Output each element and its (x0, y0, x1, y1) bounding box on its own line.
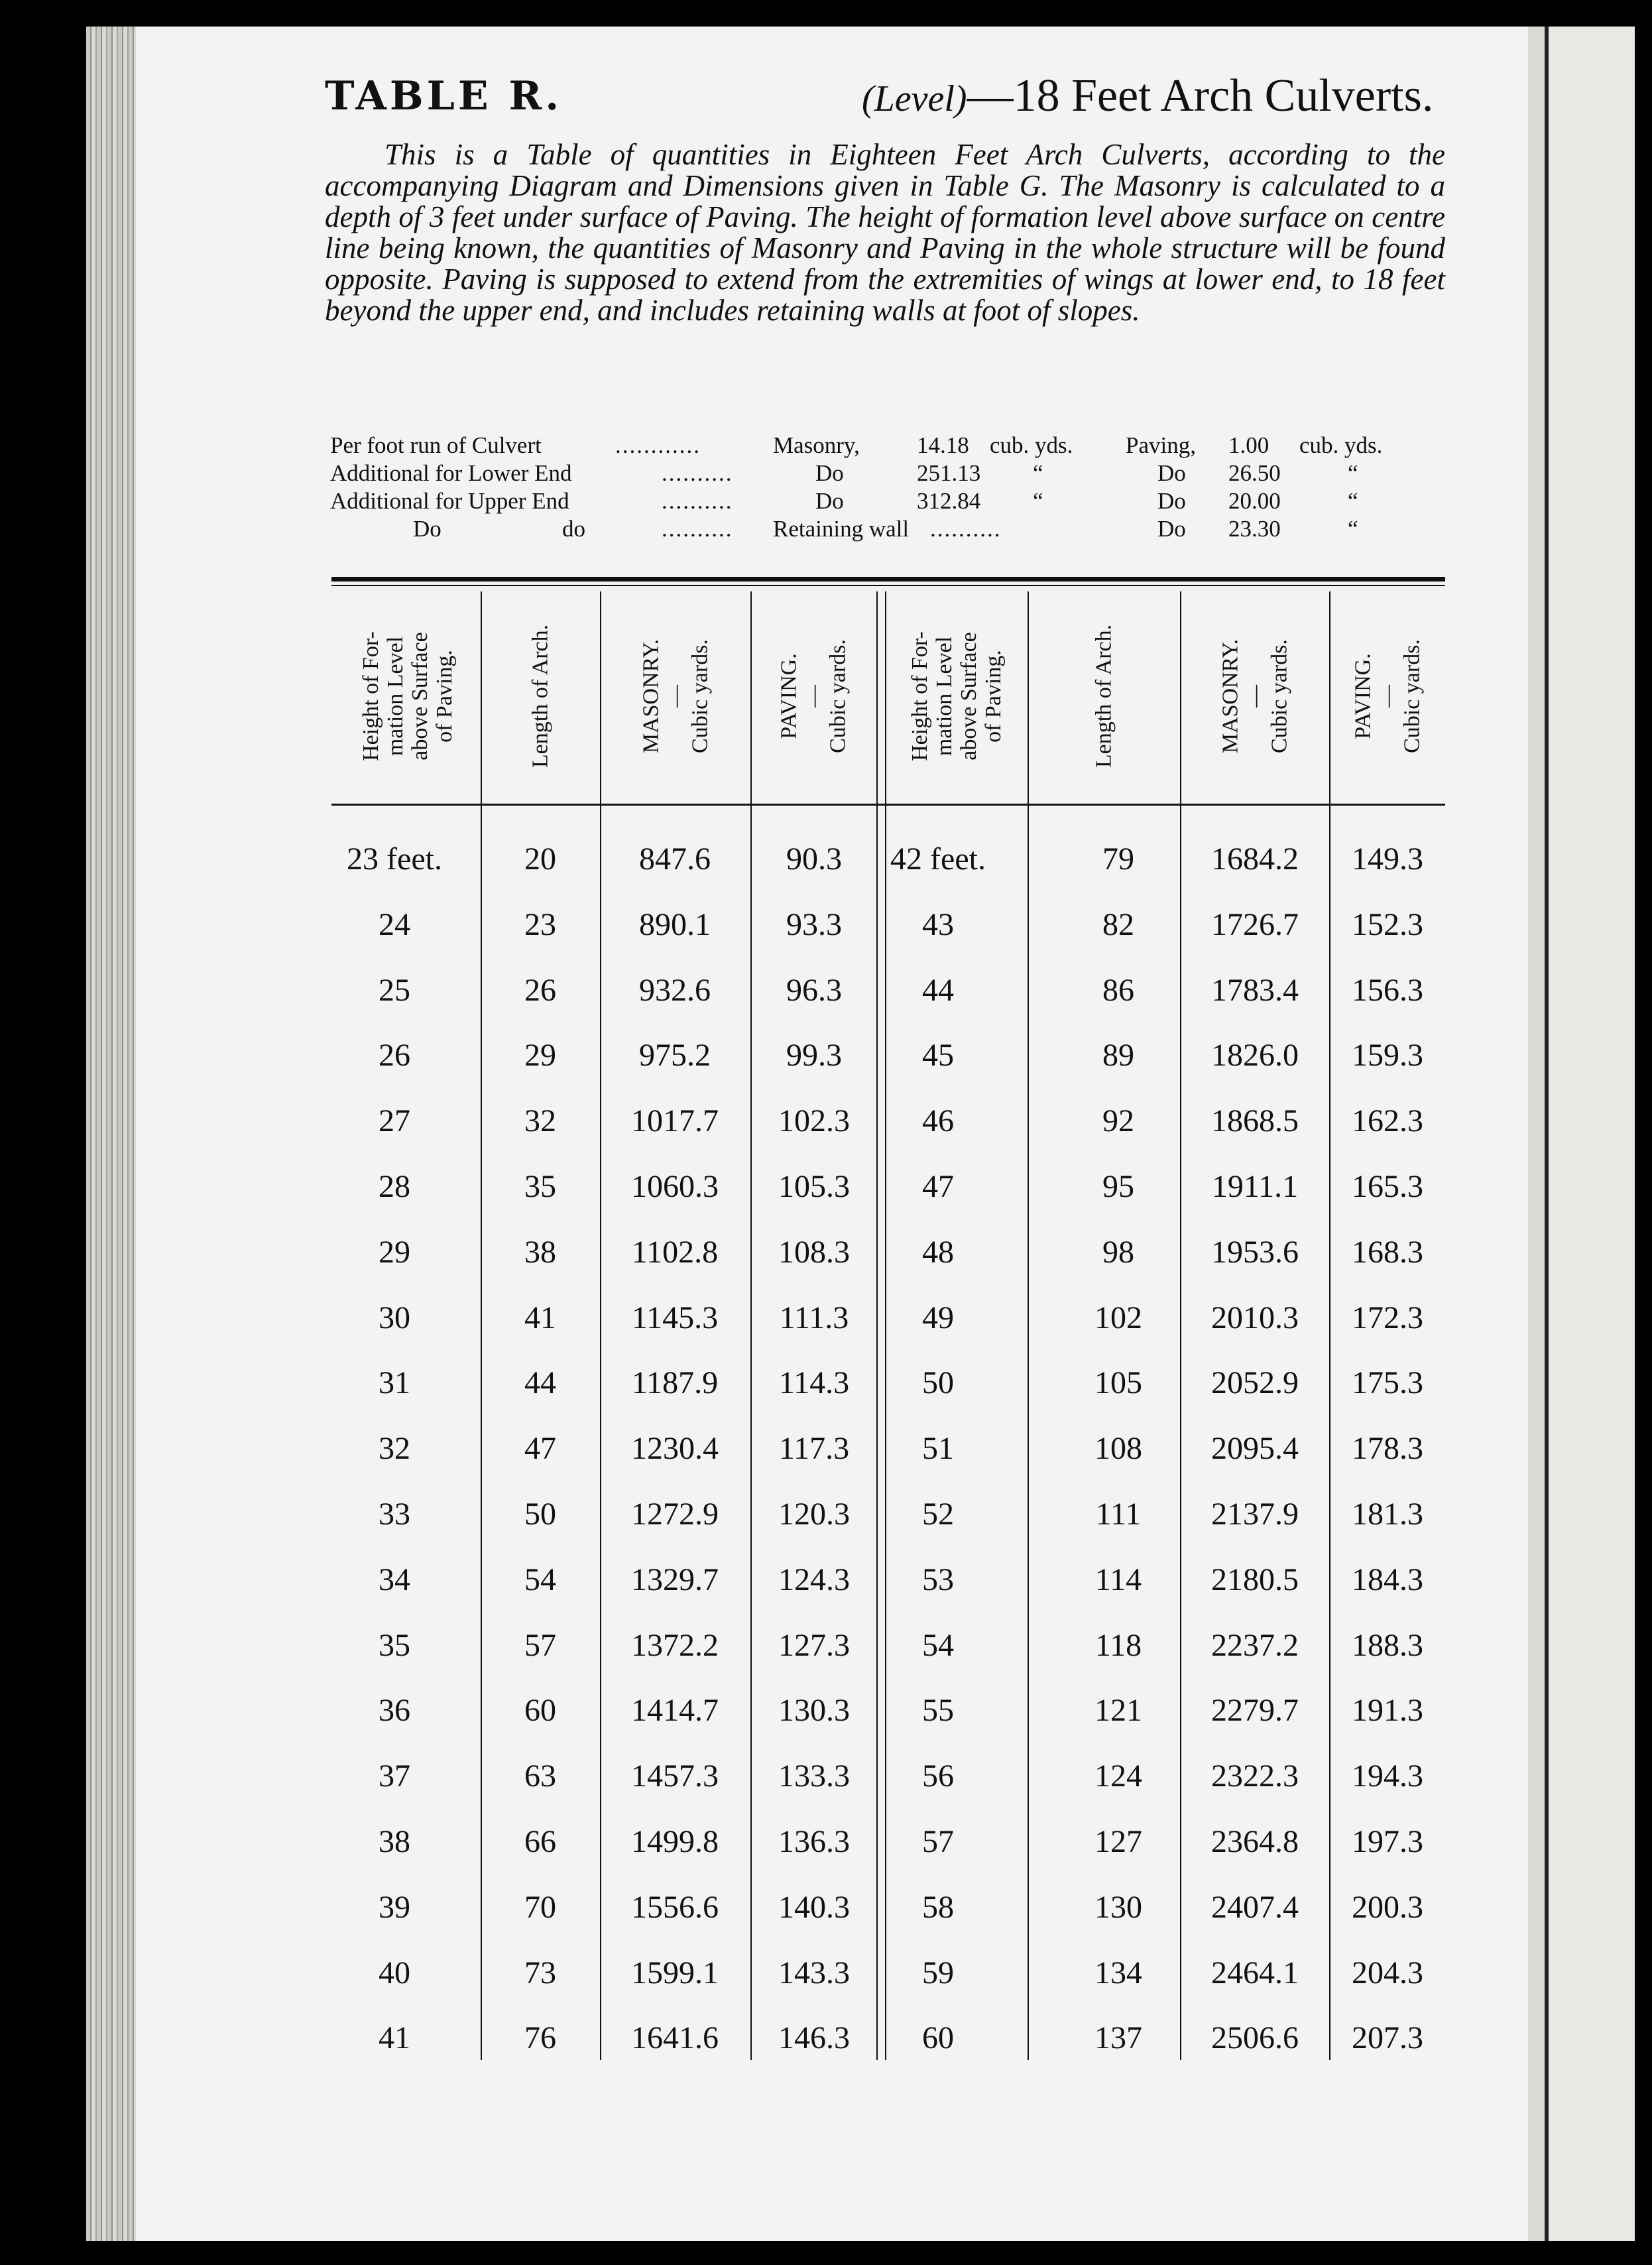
masonry-cell: 2364.8 (1211, 1824, 1299, 1859)
masonry-label: Do (815, 460, 844, 486)
page-edges (86, 27, 136, 2241)
length-cell: 26 (524, 973, 556, 1008)
paving-cell: 165.3 (1352, 1169, 1423, 1204)
leader-dots: .......... (662, 488, 733, 514)
length-cell: 66 (524, 1824, 556, 1859)
column-rule (1329, 591, 1330, 2060)
intro-paragraph: This is a Table of quantities in Eighteen Feet Arch Culverts, according to the accompanying Diagram and Dimensions given in Table G. The Masonry is calculated to a depth of 3 feet under surface of Paving. The height of formation level above surface on centre line being known, the quantities of Masonry and Paving in the whole structure will be found opposite. Paving is supposed to extend from the extremities of wings at lower end, to 18 feet beyond the upper end, and includes retaining walls at foot of slopes. (325, 138, 1445, 327)
masonry-cell: 2464.1 (1211, 1955, 1299, 1990)
paving-label: Paving, (1126, 432, 1196, 458)
length-cell: 41 (524, 1300, 556, 1335)
height-cell: 50 (922, 1365, 954, 1400)
height-cell: 48 (922, 1235, 954, 1270)
column-rule (750, 591, 752, 2060)
height-cell: 56 (922, 1758, 954, 1794)
length-cell: 79 (1102, 841, 1134, 877)
masonry-cell: 1145.3 (631, 1300, 719, 1335)
leader-dots: .......... (930, 516, 1002, 542)
masonry-cell: 1230.4 (631, 1431, 719, 1466)
masonry-cell: 1060.3 (631, 1169, 719, 1204)
paving-label: Do (1157, 488, 1186, 514)
summary-label: Additional for Upper End (330, 488, 569, 514)
height-cell: 54 (922, 1628, 954, 1663)
height-cell: 46 (922, 1103, 954, 1138)
masonry-cell: 1641.6 (631, 2020, 719, 2055)
paving-cell: 162.3 (1352, 1103, 1423, 1138)
header-paving-text: PAVING. — Cubic yards. (776, 639, 851, 753)
height-cell: 29 (379, 1235, 410, 1270)
masonry-cell: 1726.7 (1211, 907, 1299, 942)
height-cell: 49 (922, 1300, 954, 1335)
paving-cell: 178.3 (1352, 1431, 1423, 1466)
length-cell: 60 (524, 1693, 556, 1728)
height-cell: 24 (379, 907, 410, 942)
paving-cell: 172.3 (1352, 1300, 1423, 1335)
length-cell: 95 (1102, 1169, 1134, 1204)
height-cell: 57 (922, 1824, 954, 1859)
length-cell: 23 (524, 907, 556, 942)
paving-cell: 96.3 (786, 973, 842, 1008)
masonry-cell: 2506.6 (1211, 2020, 1299, 2055)
length-cell: 47 (524, 1431, 556, 1466)
paving-value: 20.00 (1228, 488, 1281, 514)
masonry-cell: 1599.1 (631, 1955, 719, 1990)
masonry-value: 14.18 (917, 432, 969, 458)
paving-unit: “ (1348, 516, 1358, 542)
masonry-value: 312.84 (917, 488, 981, 514)
paving-cell: 175.3 (1352, 1365, 1423, 1400)
height-cell: 44 (922, 973, 954, 1008)
paving-cell: 184.3 (1352, 1562, 1423, 1597)
paving-cell: 99.3 (786, 1038, 842, 1073)
length-cell: 76 (524, 2020, 556, 2055)
masonry-cell: 1272.9 (631, 1497, 719, 1532)
masonry-cell: 2180.5 (1211, 1562, 1299, 1597)
paving-label: Do (1157, 460, 1186, 486)
length-cell: 44 (524, 1365, 556, 1400)
header-masonry (600, 593, 750, 799)
summary-label: Per foot run of Culvert (330, 432, 542, 458)
masonry-cell: 1684.2 (1211, 841, 1299, 877)
header-masonry-text: MASONRY. — Cubic yards. (638, 639, 712, 754)
length-cell: 118 (1094, 1628, 1142, 1663)
length-cell: 73 (524, 1955, 556, 1990)
masonry-cell: 1457.3 (631, 1758, 719, 1794)
height-cell: 25 (379, 973, 410, 1008)
height-cell: 40 (379, 1955, 410, 1990)
header-height (335, 593, 481, 799)
height-cell: 32 (379, 1431, 410, 1466)
paving-value: 26.50 (1228, 460, 1281, 486)
length-cell: 134 (1094, 1955, 1142, 1990)
length-cell: 124 (1094, 1758, 1142, 1794)
paving-label: Do (1157, 516, 1186, 542)
masonry-cell: 2237.2 (1211, 1628, 1299, 1663)
header-bottom-rule (331, 804, 1445, 806)
masonry-cell: 1953.6 (1211, 1235, 1299, 1270)
paving-cell: 168.3 (1352, 1235, 1423, 1270)
length-cell: 35 (524, 1169, 556, 1204)
height-cell: 52 (922, 1497, 954, 1532)
height-cell: 39 (379, 1890, 410, 1925)
paving-cell: 146.3 (778, 2020, 850, 2055)
right-margin (1528, 27, 1545, 2241)
masonry-cell: 2322.3 (1211, 1758, 1299, 1794)
paving-cell: 156.3 (1352, 973, 1423, 1008)
summary-label: Additional for Lower End (330, 460, 572, 486)
leader-dots: ............ (615, 432, 701, 458)
header-length-text: Length of Arch. (1091, 624, 1116, 768)
paving-unit: “ (1348, 460, 1358, 486)
length-cell: 50 (524, 1497, 556, 1532)
height-cell: 31 (379, 1365, 410, 1400)
masonry-cell: 1826.0 (1211, 1038, 1299, 1073)
length-cell: 121 (1094, 1693, 1142, 1728)
masonry-cell: 890.1 (639, 907, 711, 942)
length-cell: 57 (524, 1628, 556, 1663)
masonry-cell: 2010.3 (1211, 1300, 1299, 1335)
height-cell: 58 (922, 1890, 954, 1925)
length-cell: 38 (524, 1235, 556, 1270)
height-cell: 59 (922, 1955, 954, 1990)
paving-cell: 204.3 (1352, 1955, 1423, 1990)
paving-cell: 181.3 (1352, 1497, 1423, 1532)
header-length (481, 593, 600, 799)
masonry-unit: cub. yds. (990, 432, 1073, 458)
column-rule (876, 591, 878, 2060)
height-cell: 27 (379, 1103, 410, 1138)
paving-cell: 90.3 (786, 841, 842, 877)
masonry-value: 251.13 (917, 460, 981, 486)
header-length-text: Length of Arch. (528, 624, 553, 768)
length-cell: 54 (524, 1562, 556, 1597)
masonry-cell: 1556.6 (631, 1890, 719, 1925)
leader-dots: .......... (662, 460, 733, 486)
masonry-cell: 2279.7 (1211, 1693, 1299, 1728)
facing-page-edge (1545, 27, 1635, 2241)
masonry-cell: 2095.4 (1211, 1431, 1299, 1466)
header-paving (750, 593, 876, 799)
length-cell: 114 (1094, 1562, 1142, 1597)
masonry-cell: 1911.1 (1211, 1169, 1299, 1204)
masonry-cell: 975.2 (639, 1038, 711, 1073)
masonry-cell: 1017.7 (631, 1103, 719, 1138)
paving-unit: “ (1348, 488, 1358, 514)
masonry-cell: 1868.5 (1211, 1103, 1299, 1138)
table-top-rule-thin (331, 585, 1445, 586)
header-paving (1329, 593, 1445, 799)
length-cell: 29 (524, 1038, 556, 1073)
paving-unit: cub. yds. (1299, 432, 1383, 458)
paving-cell: 152.3 (1352, 907, 1423, 942)
length-cell: 105 (1094, 1365, 1142, 1400)
masonry-unit: “ (1033, 488, 1043, 514)
length-cell: 111 (1095, 1497, 1142, 1532)
height-cell: 23 feet. (347, 841, 442, 877)
height-cell: 47 (922, 1169, 954, 1204)
header-height-text: Height of For- mation Level above Surface of Paving. (907, 631, 1006, 761)
height-cell: 33 (379, 1497, 410, 1532)
paving-cell: 93.3 (786, 907, 842, 942)
retaining-label: Retaining wall (773, 516, 910, 542)
height-cell: 36 (379, 1693, 410, 1728)
paving-cell: 191.3 (1352, 1693, 1423, 1728)
height-cell: 42 feet. (890, 841, 986, 877)
paving-cell: 117.3 (778, 1431, 850, 1466)
height-cell: 41 (379, 2020, 410, 2055)
paving-cell: 140.3 (778, 1890, 850, 1925)
length-cell: 92 (1102, 1103, 1134, 1138)
column-rule (600, 591, 601, 2060)
header-length (1028, 593, 1180, 799)
height-cell: 30 (379, 1300, 410, 1335)
header-height (885, 593, 1028, 799)
paving-cell: 200.3 (1352, 1890, 1423, 1925)
length-cell: 108 (1094, 1431, 1142, 1466)
masonry-cell: 932.6 (639, 973, 711, 1008)
height-cell: 43 (922, 907, 954, 942)
height-cell: 60 (922, 2020, 954, 2055)
paving-cell: 143.3 (778, 1955, 850, 1990)
masonry-unit: “ (1033, 460, 1043, 486)
header-paving-text: PAVING. — Cubic yards. (1350, 639, 1424, 753)
length-cell: 82 (1102, 907, 1134, 942)
paving-cell: 114.3 (778, 1365, 850, 1400)
length-cell: 32 (524, 1103, 556, 1138)
paving-cell: 111.3 (779, 1300, 849, 1335)
masonry-cell: 1372.2 (631, 1628, 719, 1663)
paving-cell: 108.3 (778, 1235, 850, 1270)
paving-cell: 127.3 (778, 1628, 850, 1663)
length-cell: 127 (1094, 1824, 1142, 1859)
paving-cell: 194.3 (1352, 1758, 1423, 1794)
table-top-rule (331, 577, 1445, 582)
paving-cell: 159.3 (1352, 1038, 1423, 1073)
masonry-cell: 1414.7 (631, 1693, 719, 1728)
masonry-cell: 2052.9 (1211, 1365, 1299, 1400)
header-height-text: Height of For- mation Level above Surface of Paving. (359, 631, 457, 761)
paving-cell: 136.3 (778, 1824, 850, 1859)
masonry-cell: 1102.8 (631, 1235, 719, 1270)
masonry-label: Masonry, (773, 432, 860, 458)
paving-cell: 188.3 (1352, 1628, 1423, 1663)
paving-cell: 133.3 (778, 1758, 850, 1794)
paving-cell: 149.3 (1352, 841, 1423, 877)
masonry-cell: 847.6 (639, 841, 711, 877)
height-cell: 34 (379, 1562, 410, 1597)
height-cell: 45 (922, 1038, 954, 1073)
height-cell: 37 (379, 1758, 410, 1794)
masonry-label: Do (815, 488, 844, 514)
height-cell: 38 (379, 1824, 410, 1859)
retaining-do: Do (413, 516, 442, 542)
column-rule (1028, 591, 1029, 2060)
paving-cell: 105.3 (778, 1169, 850, 1204)
column-rule (481, 591, 482, 2060)
masonry-cell: 1187.9 (631, 1365, 719, 1400)
length-cell: 63 (524, 1758, 556, 1794)
paving-cell: 207.3 (1352, 2020, 1423, 2055)
length-cell: 70 (524, 1890, 556, 1925)
masonry-cell: 1783.4 (1211, 973, 1299, 1008)
paving-cell: 197.3 (1352, 1824, 1423, 1859)
masonry-cell: 1499.8 (631, 1824, 719, 1859)
column-rule (885, 591, 886, 2060)
paving-value: 23.30 (1228, 516, 1281, 542)
masonry-cell: 1329.7 (631, 1562, 719, 1597)
length-cell: 130 (1094, 1890, 1142, 1925)
paving-cell: 102.3 (778, 1103, 850, 1138)
height-cell: 55 (922, 1693, 954, 1728)
length-cell: 102 (1094, 1300, 1142, 1335)
table-title (862, 70, 1433, 123)
level-label: (Level) (862, 78, 967, 119)
masonry-cell: 2137.9 (1211, 1497, 1299, 1532)
height-cell: 53 (922, 1562, 954, 1597)
length-cell: 98 (1102, 1235, 1134, 1270)
table-subject: —18 Feet Arch Culverts. (967, 70, 1434, 121)
length-cell: 89 (1102, 1038, 1134, 1073)
masonry-cell: 2407.4 (1211, 1890, 1299, 1925)
header-masonry-text: MASONRY. — Cubic yards. (1218, 639, 1291, 754)
paving-cell: 130.3 (778, 1693, 850, 1728)
retaining-do2: do (562, 516, 585, 542)
paving-value: 1.00 (1228, 432, 1269, 458)
length-cell: 86 (1102, 973, 1134, 1008)
leader-dots: .......... (662, 516, 733, 542)
header-masonry (1180, 593, 1329, 799)
table-label: TABLE R. (325, 73, 563, 119)
length-cell: 137 (1094, 2020, 1142, 2055)
column-rule (1180, 591, 1181, 2060)
height-cell: 28 (379, 1169, 410, 1204)
height-cell: 26 (379, 1038, 410, 1073)
height-cell: 35 (379, 1628, 410, 1663)
height-cell: 51 (922, 1431, 954, 1466)
paving-cell: 124.3 (778, 1562, 850, 1597)
length-cell: 20 (524, 841, 556, 877)
paving-cell: 120.3 (778, 1497, 850, 1532)
